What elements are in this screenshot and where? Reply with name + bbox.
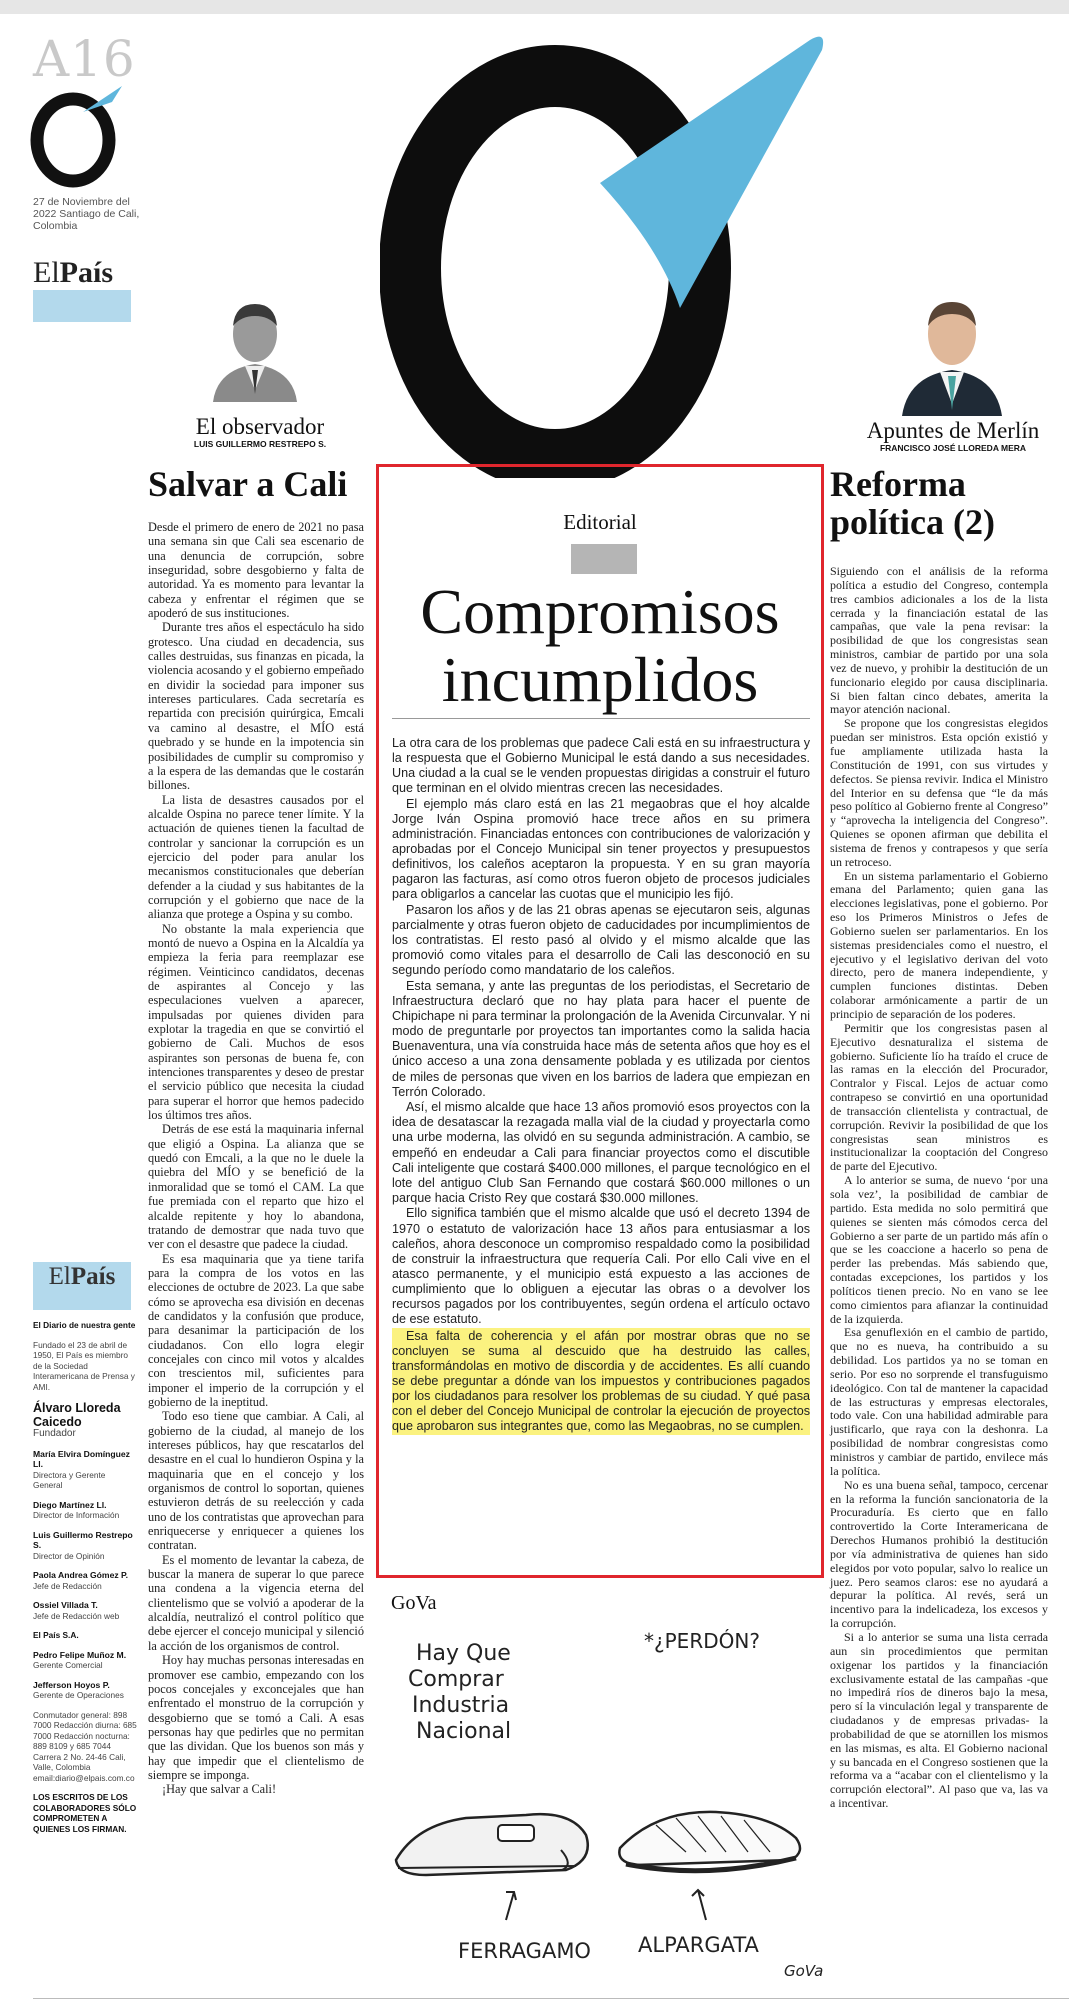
column-body-right [830, 565, 1048, 1811]
big-opinion-o-graphic [380, 18, 840, 478]
staff-person-role: Gerente de Operaciones [33, 1690, 124, 1700]
paragraph: Esta semana, y ante las preguntas de los periodistas, el Secretario de Infraestructura declaró que no hay plata para hacer el puente de Chipichape ni para terminar la prolongación de la Avenida Circunvalar. Y ni modo de preguntarle por proyectos tan importantes como la salida hacia Buenaventura, una vía construida hace más de setenta años que hoy es el único acceso a una zona densamente poblada y es utilizada por cientos de miles de personas que viven en los barrios de ladera que empiezan en Terrón Colorado. [392, 979, 810, 1099]
cartoon-signature: GoVa [784, 1962, 824, 1980]
column-headline-left: Salvar a Cali [148, 464, 348, 504]
staff-person-name: Ossiel Villada T. [33, 1600, 98, 1610]
staff-person-name: Jefferson Hoyos P. [33, 1679, 110, 1690]
editorial-divider [392, 718, 810, 719]
staff-person-name: Paola Andrea Gómez P. [33, 1570, 129, 1580]
staff-tagline: El Diario de nuestra gente [33, 1320, 136, 1330]
staff-brand-logo: ElPaís [33, 1262, 131, 1310]
paragraph: Detrás de ese está la maquinaria infernal que eligió a Ospina. La alianza que se quedó con Emcali, a la que no le duele la quiebra del MÍO y se benefició de la inmoralidad que se tomó el CAM. La que fue premiada con el reparto que hizo el alcalde repitente y hoy lo abandona, tratando de demostrar que nada tuvo que ver con el desastre que padece la ciudad. [148, 1122, 364, 1252]
paragraph: No obstante la mala experiencia que montó de nuevo a Ospina en la Alcaldía ya empieza la feria para reemplazar ese régimen. Veinticinco candidatos, decenas de aspirantes al Concejo y las especulaciones vuelven a aparecer, impulsadas por quienes dividen para explotar la tragedia en que se convirtió el gobierno de Cali. Muchos de esos aspirantes son personas de buena fe, con intenciones transparentes y deseo de prestar el servicio público que necesita la ciudad para superar el horror que hemos padecido los últimos tres años. [148, 921, 364, 1123]
paragraph: Es el momento de levantar la cabeza, de buscar la manera de superar lo que parece una condena a la vigencia eterna del clientelismo que se volvió a apoderar de la alcaldía, neutralizó el control político que debe ejercer el concejo municipal y silenció la acción de los organismos de control. [148, 1552, 364, 1653]
paragraph: Hoy hay muchas personas interesadas en promover ese cambio, empezando con los pocos concejales y exconcejales que han enfrentado el monstruo de la corrupción y desgobierno que se tomó a Cali. A esas personas hay que pedirles que no permitan que las dividan. Que los buenos son más y hay que impedir que el clientelismo de siempre se imponga. [148, 1653, 364, 1782]
staff-founder-role: Fundador [33, 1428, 76, 1439]
political-cartoon [386, 1620, 834, 1990]
cartoon-right-shoe-label: ALPARGATA [638, 1933, 759, 1957]
staff-person-role: Jefe de Redacción [33, 1580, 102, 1591]
editorial-grey-block [571, 544, 637, 574]
staff-person-name: María Elvira Domínguez Ll. [33, 1448, 130, 1469]
paragraph: La otra cara de los problemas que padece Cali está en su infraestructura y la respuesta que el Gobierno Municipal le está dando a sus necesidades. Una ciudad a la cual se le venden propuestas dirigidas a construir el futuro que terminan en el olvido mientras crecen las necesidades. [392, 736, 810, 796]
bottom-rule [33, 1998, 1069, 1999]
cartoon-right-caption: *¿PERDÓN? [644, 1629, 760, 1653]
staff-person-role: Director de Información [33, 1510, 120, 1520]
editorial-body [392, 736, 810, 1436]
column-author-left: LUIS GUILLERMO RESTREPO S. [193, 439, 327, 449]
staff-person-role: Directora y Gerente General [33, 1469, 106, 1490]
column-section-left: El observador [195, 414, 325, 439]
staff-person-name: Luis Guillermo Restrepo S. [33, 1529, 133, 1550]
paragraph: Si a lo anterior se suma una lista cerrada aun sin procedimientos que permitan oxigenar los partidos y la financiación exclusivamente estatal de las campañas -que no impedirá ríos de dineros bajo la mesa, pero sí la vinculación legal y transparente de ciudadanos y de empresas privadas- la probabilidad de que se atornillen los mismos en las mismas, es alta. El Gobierno nacional y su bancada en el Congreso sostienen que la reforma va a “acabar con el clientelismo y la corrupción electoral”. Al paso que va, las va a incentivar. [830, 1629, 1048, 1811]
paragraph: Así, el mismo alcalde que hace 13 años promovió esos proyectos con la idea de desatascar la rezagada malla vial de la ciudad y proyectarla como una urbe moderna, las olvidó en su segunda administración. A cambio, se empeñó en endeudar a Cali para financiar proyectos como el discutible Cali inteligente que costará $400.000 millones, el parque tecnológico en el lote del antiguo Club San Fernando que costará $60.000 millones o un parque hacia Cristo Rey que costará $30.000 millones. [392, 1100, 810, 1205]
cartoon-section-label: GoVa [391, 1592, 437, 1614]
brand-logo: ElPaís [33, 256, 114, 289]
cartoon-left-caption: Hay Que Comprar Industria Nacional [408, 1641, 512, 1744]
paragraph: El ejemplo más claro está en las 21 megaobras que el hoy alcalde Jorge Iván Ospina promovió hace trece años en su primera administración. Financiadas entonces con contribuciones de valorización y aprobadas por el Concejo Municipal sin tener proyectos y presupuestos definitivos, los caleños aceptaron la propuesta. Y en su gran mayoría pagaron las facturas, así como otros fueron objeto de procesos judiciales para obligarlos a cancelar las cuotas que el municipio les fijó. [392, 796, 810, 902]
dateline: 27 de Noviembre del 2022 Santiago de Cali, Colombia [33, 196, 140, 232]
paragraph: Esa genuflexión en el cambio de partido, que no es nueva, ha contribuido a su debilidad. Los partidos ya no se toman en serio. Por eso no sorprende el transfuguismo ideológico. Con tal de mantener la capacidad de las estructuras y empresas electorales, todo vale. Con una habilidad admirable para justificarlo, que raya con la deshonra. La posibilidad de nombrar congresistas como ministros y cambiar de partido, envilece más la política. [830, 1325, 1048, 1478]
staff-person-role: Jefe de Redacción web [33, 1610, 120, 1621]
staff-person-role: Gerente Comercial [33, 1660, 103, 1670]
paragraph: Es esa maquinaria que ya tiene tarifa para la compra de los votos en las elecciones de octubre de 2023. La que sabe cómo se aprovecha esa división en decenas de candidatos y la confusión que produce, para desanimar la participación de los ciudadanos. Con ello logra elegir concejales con cinco mil votos y alcaldes con trescientos mil, suficientes para imponer el imperio de la corrupción y el gobierno de la ineptitud. [148, 1251, 364, 1409]
paragraph: En un sistema parlamentario el Gobierno emana del Parlamento; quien gana las elecciones legislativas, pone el gobierno. Por eso los Primeros Ministros o Jefes de Gobierno suelen ser parlamentarios. En los sistemas presidenciales como el nuestro, el ejecutivo y el legislativo derivan del voto directo, pero de manera independiente, y cumplen funciones distintas. Deben colaborar armónicamente a partir de un principio de separación de los poderes. [830, 868, 1048, 1021]
paragraph: ¡Hay que salvar a Cali! [162, 1782, 277, 1797]
column-headline-right: Reforma política (2) [830, 464, 995, 542]
paragraph: Se propone que los congresistas elegidos puedan ser ministros. Esta opción existió y fue ampliamente utilizada hasta la Constitución de 1991, con sus virtudes y defectos. Se piensa revivir. Indica el Ministro del Interior en su defensa que “le da más peso político al Gobierno frente al Congreso” y “aprovecha la inteligencia del Congreso”. Quienes se oponen afirman que debilita el sistema de frenos y contrapesos y que sería un retroceso. [830, 716, 1048, 869]
paragraph: Ello significa también que el mismo alcalde que usó el decreto 1394 de 1970 o estatuto de valorización hace 13 años para entusiasmar a los caleños, ahora desconoce un compromiso respaldado como la posibilidad de construir la infraestructura que requería Cali. Por ello Cali vive en el atasco permanente, y el municipio está expuesto a las acciones de cumplimiento que lo obliguen a ejecutar las obras o a devolver los recursos pagados por los contribuyentes, según ordena el artículo octavo de ese estatuto. [392, 1206, 810, 1327]
staff-disclaimer: LOS ESCRITOS DE LOS COLABORADORES SÓLO COMPROMETEN A QUIENES LOS FIRMAN. [33, 1792, 137, 1834]
staff-founder-name: Álvaro Lloreda Caicedo [33, 1401, 121, 1429]
columnist-portrait-right [900, 286, 1004, 416]
staff-founding: Fundado el 23 de abril de 1950, El País es miembro de la Sociedad Interamericana de Prensa y AMI. [33, 1339, 135, 1392]
column-body-left [148, 520, 364, 1797]
paragraph: No es una buena señal, tampoco, cercenar en la reforma la función sancionatoria de la Procuraduría. Es cierto que en fallo controvertido la Corte Interamericana de Derechos Humanos prohibió la destitución por vía administrativa de quienes han sido elegidos por voto popular, salvo lo realice un juez. Pero seamos claros: ese no ayudará a depurar la política. Al revés, será un incentivo para la indelicadeza, los excesos y la corrupción. [830, 1477, 1048, 1631]
staff-contact: Conmutador general: 898 7000 Redacción diurna: 685 7000 Redacción nocturna: 889 8109 y 685 7044 Carrera 2 No. 24-46 Cali, Valle, Colombia email:diario@elpais.com.co [33, 1709, 137, 1783]
page-number: A16 [33, 30, 136, 88]
alpargata-shoe-icon [619, 1812, 800, 1865]
paragraph: Siguiendo con el análisis de la reforma política a estudio del Congreso, contempla tres cambios adicionales a los de la lista cerrada y la financiación estatal de las campañas, que vale la pena revisar: la posibilidad de que los congresistas sean ministros, cambiar de partido por una sola vez de nuevo, y prohibir la destitución de un funcionario elegido por causa disciplinaria. Si bien faltan cinco debates, amerita la mayor atención nacional. [830, 564, 1048, 717]
arrow-icon [692, 1890, 706, 1920]
staff-person-name: Pedro Felipe Muñoz M. [33, 1649, 127, 1660]
staff-company: El País S.A. [33, 1630, 79, 1640]
arrow-icon [506, 1892, 516, 1920]
loafer-buckle-icon [498, 1825, 534, 1841]
paragraph: Permitir que los congresistas pasen al Ejecutivo desnaturaliza el sistema de gobierno. Suficiente lío ha traído el cruce de las ramas en la elección del Procurador, Contralor y Fiscal. Lejos de actuar como contrapeso se convirtió en una oportunidad de transacción clientelista y contractual, de corrupción. Revivir la posibilidad de que los congresistas sean ministros es institucionalizar la cooptación del Congreso de parte del Ejecutivo. [830, 1020, 1048, 1174]
staff-person-name: Diego Martínez Ll. [33, 1499, 107, 1510]
column-section-right: Apuntes de Merlín [866, 418, 1040, 443]
staff-box [33, 1262, 137, 1834]
editorial-title: Compromisos incumplidos [420, 576, 780, 715]
staff-company-people-list [33, 1650, 137, 1701]
paragraph: Durante tres años el espectáculo ha sido grotesco. Una ciudad en decadencia, sus calles destruidas, sus finanzas en picada, la violencia acosando y el gobierno empeñado en dividir la sociedad para imponer sus intereses particulares. Cada secretaría es repartida con precisión quirúrgica, Emcali va camino al desastre, el MÍO está quebrado y se hunde en la impotencia sin posibilidades de cumplir su compromiso y a la espera de las demandas que le costarán billones. [148, 620, 364, 793]
brand-accent-bar [33, 290, 131, 322]
paragraph: Desde el primero de enero de 2021 no pasa una semana sin que Cali sea escenario de una denuncia de corrupción, sobre inseguridad, sobre desgobierno y falta de autoridad. Ya es momento para levantar la cabeza y enfrentar el régimen que se apoderó de sus instituciones. [148, 520, 364, 621]
staff-people-list [33, 1449, 137, 1622]
paragraph: La lista de desastres causados por el alcalde Ospina no parece tener límite. Y la actuación de quienes tienen la facultad de controlar y sancionar la corrupción es un ejercicio del poder para anular los mecanismos constitucionales que deberían defender a la ciudad y sus habitantes de la corrupción y el gobierno que nace de la alianza que protege a Ospina y su combo. [148, 792, 364, 922]
section-logo-o [28, 78, 128, 188]
staff-person-role: Director de Opinión [33, 1550, 105, 1561]
paragraph: Todo eso tiene que cambiar. A Cali, al gobierno de la ciudad, al manejo de los intereses públicos, hay que rescatarlos del desastre en el cual lo hundieron Ospina y la maquinaria que en el concejo y los organismos de control lo soportan, quienes estuvieron detrás de su reelección y cada uno de los contratistas que aprovechan para enriquecerse y enriquecer a quienes los contratan. [148, 1409, 364, 1553]
highlighted-paragraph: Esa falta de coherencia y el afán por mostrar obras que no se concluyen se suma al descuido que ha destruido las calles, transformándolas en motivo de discordia y de accidentes. Es allí cuando se debe preguntar a dónde van los impuestos y contribuciones pagados por los ciudadanos para resolver los problemas de su ciudad. Y qué pasa con el deber del Concejo Municipal de controlar la ejecución de proyectos que aprobaron sus integrantes que, como las Megaobras, no se cumplen. [392, 1328, 810, 1436]
cartoon-left-shoe-label: FERRAGAMO [458, 1939, 591, 1963]
column-author-right: FRANCISCO JOSÉ LLOREDA MERA [879, 443, 1027, 453]
paragraph: A lo anterior se suma, de nuevo ‘por una sola vez’, la posibilidad de cambiar de partido. Esta medida no solo permitirá que quienes se sienten más cómodos cerca del Gobierno a ser parte de un partido más afín o que se les coaccione a hacerlo so pena de perder las prebendas. Más sabiendo que, contadas excepciones, los partidos y los políticos tienen precio. No en vano se lee como cimientos para afianzar la continuidad de la izquierda. [830, 1173, 1048, 1326]
columnist-portrait-left [207, 290, 303, 402]
paragraph: Pasaron los años y de las 21 obras apenas se ejecutaron seis, algunas parcialmente y otras fueron objeto de caducidades por incumplimientos de los contratistas. El resto pasó al olvido y el mismo alcalde que las promovió como vitales para el desarrollo de Cali las desconoció en su segundo período como mandatario de los caleños. [392, 903, 810, 978]
top-bar [0, 0, 1069, 14]
editorial-label: Editorial [563, 510, 637, 534]
